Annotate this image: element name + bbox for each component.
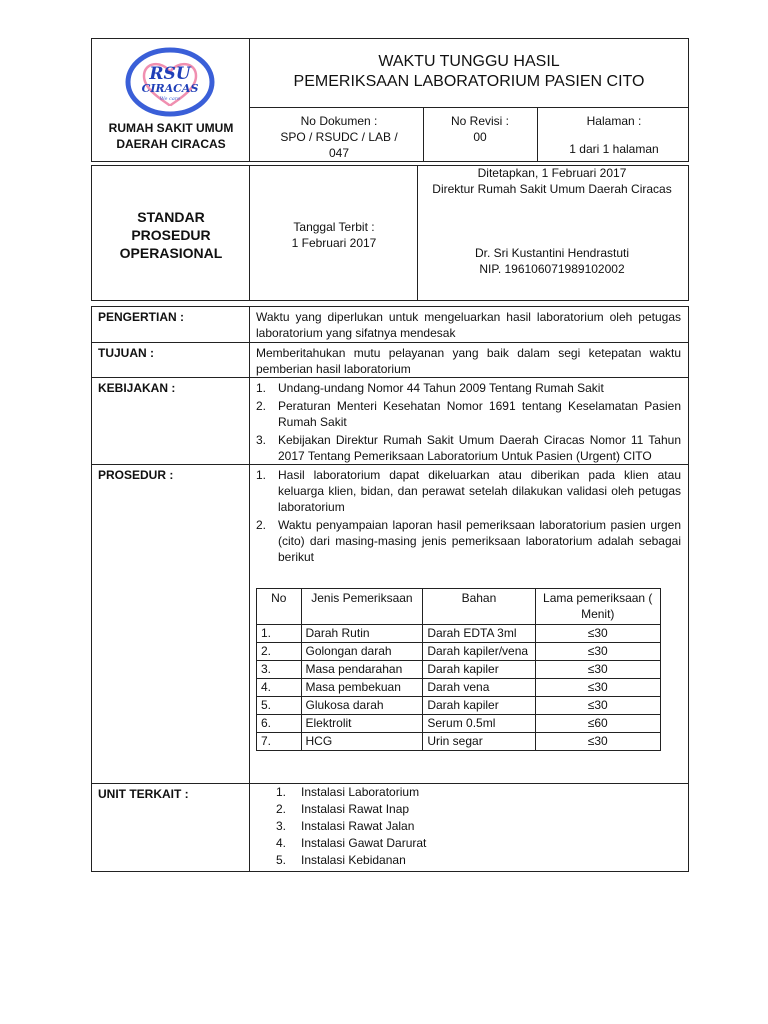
page-label: Halaman : xyxy=(586,114,642,128)
cell-bahan: Darah kapiler xyxy=(423,697,535,715)
row-divider-2 xyxy=(91,377,689,378)
table-row xyxy=(257,697,661,715)
prosedur-label: PROSEDUR : xyxy=(98,468,174,482)
doc-number-value-line2: 047 xyxy=(328,146,350,160)
doc-number-cell xyxy=(255,113,423,161)
cell-no: 1. xyxy=(257,625,302,643)
logo-text-top: RSU xyxy=(149,64,191,84)
page-cell xyxy=(540,113,688,157)
issue-date-cell xyxy=(250,219,418,251)
unit-item xyxy=(276,784,576,800)
row-divider-1 xyxy=(91,342,689,343)
kebijakan-list xyxy=(256,380,681,464)
cell-lama: ≤60 xyxy=(535,715,661,733)
document-title xyxy=(250,52,688,92)
cell-no: 3. xyxy=(257,661,302,679)
column-header-jenis: Jenis Pemeriksaan xyxy=(301,589,423,625)
unit-item-number: 5. xyxy=(276,853,287,867)
sop-title-line2: PROSEDUR xyxy=(131,227,211,243)
column-header-no: No xyxy=(257,589,302,625)
table-row xyxy=(257,715,661,733)
page-value: 1 dari 1 halaman xyxy=(569,142,659,156)
prosedur-item-text: Waktu penyampaian laporan hasil pemeriksaan laboratorium pasien urgen (cito) dari masing-masing jenis pemeriksaan laboratorium adalah sebagai berikut xyxy=(278,518,681,564)
prosedur-item xyxy=(256,517,681,565)
hospital-name xyxy=(92,120,250,152)
unit-item xyxy=(276,801,576,817)
cell-jenis: Masa pendarahan xyxy=(301,661,423,679)
unit-item xyxy=(276,852,576,868)
unit-item xyxy=(276,818,576,834)
unit-terkait-list xyxy=(276,784,576,868)
table-row xyxy=(257,733,661,751)
kebijakan-item-text: Undang-undang Nomor 44 Tahun 2009 Tentang Rumah Sakit xyxy=(278,381,604,395)
cell-no: 4. xyxy=(257,679,302,697)
cell-bahan: Darah EDTA 3ml xyxy=(423,625,535,643)
unit-item-text: Instalasi Kebidanan xyxy=(301,853,406,867)
sop-title-line3: OPERASIONAL xyxy=(119,245,223,261)
table-header-row xyxy=(257,589,661,625)
kebijakan-item-number: 3. xyxy=(256,433,267,447)
cell-jenis: Masa pembekuan xyxy=(301,679,423,697)
column-header-bahan: Bahan xyxy=(423,589,535,625)
column-header-lama: Lama pemeriksaan ( Menit) xyxy=(535,589,661,625)
header-horizontal-divider xyxy=(249,107,689,108)
lab-turnaround-table xyxy=(256,588,661,751)
unit-item-number: 2. xyxy=(276,802,287,816)
unit-item xyxy=(276,835,576,851)
cell-no: 5. xyxy=(257,697,302,715)
cell-lama: ≤30 xyxy=(535,679,661,697)
table-row xyxy=(257,625,661,643)
pengertian-text: Waktu yang diperlukan untuk mengeluarkan hasil laboratorium oleh petugas laboratorium yang sifatnya mendesak xyxy=(256,310,681,340)
cell-bahan: Darah kapiler/vena xyxy=(423,643,535,661)
logo-text-bottom: CIRACAS xyxy=(141,82,199,95)
cell-jenis: HCG xyxy=(301,733,423,751)
row-divider-3 xyxy=(91,464,689,465)
cell-jenis: Elektrolit xyxy=(301,715,423,733)
cell-jenis: Glukosa darah xyxy=(301,697,423,715)
cell-no: 6. xyxy=(257,715,302,733)
cell-jenis: Golongan darah xyxy=(301,643,423,661)
prosedur-item xyxy=(256,467,681,515)
table-row xyxy=(257,661,661,679)
tujuan-label: TUJUAN : xyxy=(98,346,154,360)
unit-item-number: 4. xyxy=(276,836,287,850)
director-nip: NIP. 196106071989102002 xyxy=(479,262,625,276)
hospital-name-line1: RUMAH SAKIT UMUM xyxy=(108,121,234,135)
kebijakan-label: KEBIJAKAN : xyxy=(98,381,176,395)
revision-value: 00 xyxy=(473,130,487,144)
table-row xyxy=(257,679,661,697)
cell-no: 2. xyxy=(257,643,302,661)
prosedur-item-number: 1. xyxy=(256,468,267,482)
cell-lama: ≤30 xyxy=(535,697,661,715)
unit-item-text: Instalasi Laboratorium xyxy=(301,785,420,799)
prosedur-item-number: 2. xyxy=(256,518,267,532)
tujuan-text: Memberitahukan mutu pelayanan yang baik dalam segi ketepatan waktu pemberian hasil laboratorium xyxy=(256,346,681,376)
hospital-logo xyxy=(124,46,216,118)
issue-date-label: Tanggal Terbit : xyxy=(293,220,375,234)
established-date: Ditetapkan, 1 Februari 2017 xyxy=(477,166,627,180)
revision-label: No Revisi : xyxy=(450,114,509,128)
doc-number-label: No Dokumen : xyxy=(300,114,378,128)
issue-date-value: 1 Februari 2017 xyxy=(291,236,377,250)
kebijakan-item xyxy=(256,432,681,464)
kebijakan-item xyxy=(256,380,681,396)
cell-lama: ≤30 xyxy=(535,661,661,679)
cell-lama: ≤30 xyxy=(535,625,661,643)
kebijakan-item xyxy=(256,398,681,430)
revision-cell xyxy=(424,113,536,145)
unit-item-text: Instalasi Gawat Darurat xyxy=(301,836,427,850)
kebijakan-item-text: Peraturan Menteri Kesehatan Nomor 1691 tentang Keselamatan Pasien Rumah Sakit xyxy=(278,399,681,429)
prosedur-list xyxy=(256,467,681,565)
unit-item-number: 3. xyxy=(276,819,287,833)
document-title-line1: WAKTU TUNGGU HASIL xyxy=(378,53,560,70)
director-name: Dr. Sri Kustantini Hendrastuti xyxy=(474,246,630,260)
sop-title-line1: STANDAR xyxy=(137,209,205,225)
approval-cell xyxy=(418,165,686,277)
cell-bahan: Darah vena xyxy=(423,679,535,697)
doc-number-value-line1: SPO / RSUDC / LAB / xyxy=(280,130,398,144)
cell-bahan: Urin segar xyxy=(423,733,535,751)
pengertian-label: PENGERTIAN : xyxy=(98,310,185,324)
unit-item-text: Instalasi Rawat Jalan xyxy=(301,819,415,833)
director-title: Direktur Rumah Sakit Umum Daerah Ciracas xyxy=(432,182,672,196)
unit-terkait-label: UNIT TERKAIT : xyxy=(98,787,189,801)
kebijakan-item-text: Kebijakan Direktur Rumah Sakit Umum Daerah Ciracas Nomor 11 Tahun 2017 Tentang Pemeriksaan Laboratorium Untuk Pasien (Urgent) CITO xyxy=(278,433,681,463)
logo-tagline: We care xyxy=(159,96,181,102)
cell-lama: ≤30 xyxy=(535,643,661,661)
cell-bahan: Darah kapiler xyxy=(423,661,535,679)
body-vertical-divider xyxy=(249,306,250,872)
cell-bahan: Serum 0.5ml xyxy=(423,715,535,733)
kebijakan-item-number: 2. xyxy=(256,399,267,413)
document-title-line2: PEMERIKSAAN LABORATORIUM PASIEN CITO xyxy=(293,73,645,90)
kebijakan-item-number: 1. xyxy=(256,381,267,395)
unit-item-number: 1. xyxy=(276,785,287,799)
prosedur-item-text: Hasil laboratorium dapat dikeluarkan atau diberikan pada klien atau keluarga klien, bidan, dan perawat setelah dilakukan validasi oleh petugas laboratorium xyxy=(278,468,681,514)
cell-lama: ≤30 xyxy=(535,733,661,751)
cell-no: 7. xyxy=(257,733,302,751)
header-divider-revision xyxy=(537,107,538,162)
hospital-name-line2: DAERAH CIRACAS xyxy=(116,137,226,151)
unit-item-text: Instalasi Rawat Inap xyxy=(301,802,410,816)
table-row xyxy=(257,643,661,661)
cell-jenis: Darah Rutin xyxy=(301,625,423,643)
sop-title xyxy=(92,208,250,262)
